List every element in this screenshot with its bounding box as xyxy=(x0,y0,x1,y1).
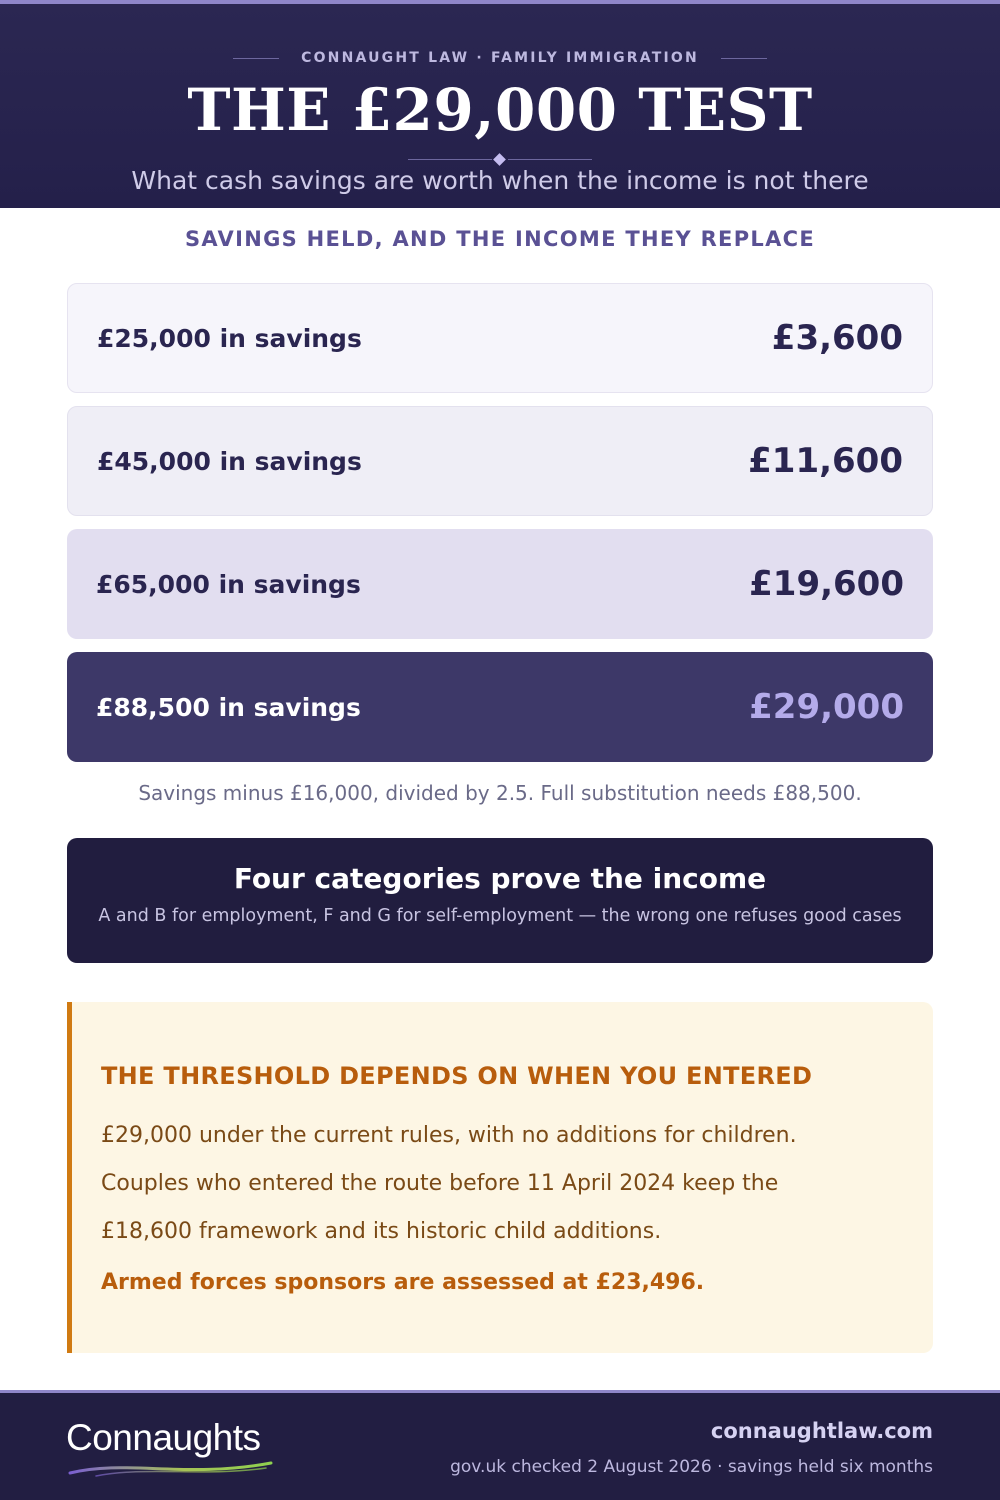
income-replaced: £29,000 xyxy=(749,687,904,727)
kicker-row xyxy=(0,50,1000,66)
kicker-rule-left xyxy=(233,58,279,59)
savings-amount: £65,000 in savings xyxy=(96,569,361,599)
income-replaced: £11,600 xyxy=(748,441,903,481)
logo-wordmark: Connaughts xyxy=(66,1417,261,1458)
savings-amount: £88,500 in savings xyxy=(96,692,361,722)
savings-row xyxy=(67,529,933,639)
savings-table xyxy=(67,283,933,775)
savings-row xyxy=(67,283,933,393)
threshold-line: £29,000 under the current rules, with no additions for children. xyxy=(101,1123,797,1148)
page-title: THE £29,000 TEST xyxy=(187,76,813,144)
threshold-note-body xyxy=(101,1112,861,1256)
formula-note: Savings minus £16,000, divided by 2.5. Full substitution needs £88,500. xyxy=(138,781,862,805)
categories-box xyxy=(67,838,933,963)
categories-title: Four categories prove the income xyxy=(233,862,767,895)
connaughts-logo[interactable] xyxy=(66,1417,281,1477)
income-replaced: £3,600 xyxy=(771,318,903,358)
footer xyxy=(0,1390,1000,1500)
site-link[interactable]: connaughtlaw.com xyxy=(710,1419,933,1443)
threshold-note xyxy=(67,1002,933,1353)
savings-row-highlight xyxy=(67,652,933,762)
divider-line-right xyxy=(508,159,592,160)
threshold-line: £18,600 framework and its historic child additions. xyxy=(101,1219,662,1244)
kicker-rule-right xyxy=(721,58,767,59)
page-subtitle: What cash savings are worth when the income is not there xyxy=(131,166,869,195)
threshold-note-title: THE THRESHOLD DEPENDS ON WHEN YOU ENTERED xyxy=(101,1062,813,1090)
categories-subtitle: A and B for employment, F and G for self-employment — the wrong one refuses good cases xyxy=(98,906,902,926)
armed-forces-note: Armed forces sponsors are assessed at £23,496. xyxy=(101,1270,705,1295)
savings-amount: £25,000 in savings xyxy=(97,323,362,353)
diamond-icon xyxy=(493,153,506,166)
income-replaced: £19,600 xyxy=(749,564,904,604)
savings-section-title: SAVINGS HELD, AND THE INCOME THEY REPLACE xyxy=(185,227,815,251)
savings-row xyxy=(67,406,933,516)
threshold-line: Couples who entered the route before 11 April 2024 keep the xyxy=(101,1171,779,1196)
logo-swoosh-icon xyxy=(66,1457,276,1479)
divider-line-left xyxy=(408,159,492,160)
kicker: CONNAUGHT LAW · FAMILY IMMIGRATION xyxy=(301,50,699,66)
checked-note: gov.uk checked 2 August 2026 · savings held six months xyxy=(450,1457,933,1477)
header-banner xyxy=(0,0,1000,208)
title-divider xyxy=(408,154,592,166)
savings-amount: £45,000 in savings xyxy=(97,446,362,476)
